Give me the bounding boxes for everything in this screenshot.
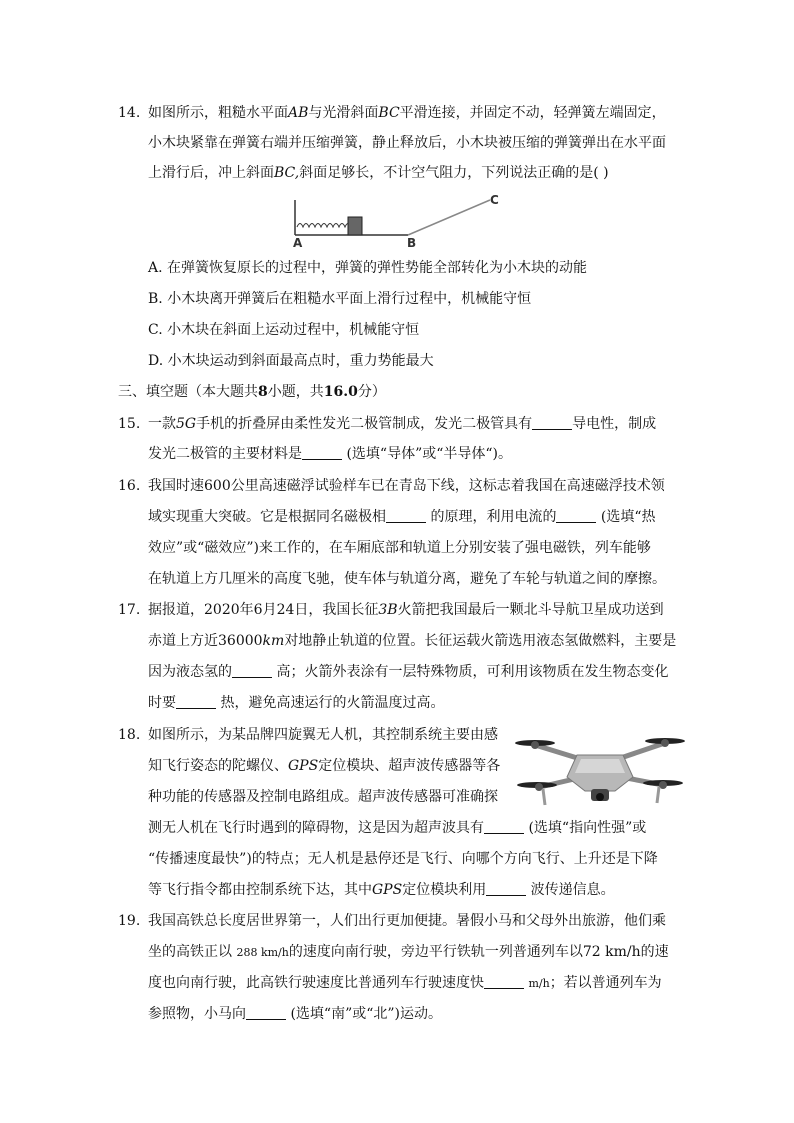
answer-blank[interactable] <box>302 445 342 460</box>
answer-blank[interactable] <box>532 415 572 430</box>
option-d: D. 小木块运动到斜面最高点时，重力势能最大 <box>148 353 434 369</box>
answer-blank[interactable] <box>386 508 426 523</box>
question-text: 度也向南行驶，此高铁行驶速度比普通列车行驶速度快 m/h；若以普通列车为 <box>148 975 662 991</box>
option-a: A. 在弹簧恢复原长的过程中，弹簧的弹性势能全部转化为小木块的动能 <box>148 260 588 276</box>
question-text: 在轨道上方几厘米的高度飞驰，使车体与轨道分离，避免了车轮与轨道之间的摩擦。 <box>148 571 666 587</box>
question-text: 因为液态氢的 高；火箭外表涂有一层特殊物质，可利用该物质在发生物态变化 <box>148 664 669 680</box>
question-text: 坐的高铁正以 288 km/h的速度向南行驶，旁边平行铁轨一列普通列车以72 km/h的速 <box>148 944 669 960</box>
point-a-label: A <box>293 236 303 250</box>
option-c: C. 小木块在斜面上运动过程中，机械能守恒 <box>148 322 420 338</box>
answer-blank[interactable] <box>486 881 526 896</box>
question-number: 15. <box>118 416 141 432</box>
option-b: B. 小木块离开弹簧后在粗糙水平面上滑行过程中，机械能守恒 <box>148 291 532 307</box>
question-text: 域实现重大突破。它是根据同名磁极相 的原理，利用电流的 (选填“热 <box>148 509 656 525</box>
answer-blank[interactable] <box>556 508 596 523</box>
answer-blank[interactable] <box>176 694 216 709</box>
answer-blank[interactable] <box>246 1005 286 1020</box>
question-text: 知飞行姿态的陀螺仪、GPS定位模块、超声波传感器等各 <box>148 758 501 774</box>
question-number: 19. <box>118 913 141 929</box>
question-text: 测无人机在飞行时遇到的障碍物，这是因为超声波具有 (选填“指向性强”或 <box>148 820 647 836</box>
question-text: 我国时速600公里高速磁浮试验样车已在青岛下线，这标志着我国在高速磁浮技术领 <box>148 478 665 494</box>
question-text: 发光二极管的主要材料是 (选填“导体”或“半导体“)。 <box>148 446 513 462</box>
question-text: 如图所示，为某品牌四旋翼无人机，其控制系统主要由感 <box>148 727 498 743</box>
question-number: 16. <box>118 478 141 494</box>
question-text: 参照物，小马向 (选填“南”或“北”)运动。 <box>148 1006 443 1022</box>
section-heading: 三、填空题（本大题共8小题，共16.0分） <box>118 384 386 400</box>
question-text: 赤道上方近36000km对地静止轨道的位置。长征运载火箭选用液态氢做燃料，主要是 <box>148 633 677 649</box>
question-text: 据报道，2020年6月24日，我国长征3B火箭把我国最后一颗北斗导航卫星成功送到 <box>148 602 664 618</box>
point-b-label: B <box>407 236 417 250</box>
question-text: 小木块紧靠在弹簧右端并压缩弹簧，静止释放后，小木块被压缩的弹簧弹出在水平面 <box>148 135 666 151</box>
question-number: 18. <box>118 727 141 743</box>
question-number: 14. <box>118 105 141 121</box>
point-c-label: C <box>490 193 499 207</box>
answer-blank[interactable] <box>232 663 272 678</box>
answer-blank[interactable] <box>484 974 524 989</box>
question-number: 17. <box>118 602 141 618</box>
question-text: 上滑行后，冲上斜面BC,斜面足够长，不计空气阻力，下列说法正确的是( ) <box>148 165 609 181</box>
question-text: 如图所示，粗糙水平面AB与光滑斜面BC平滑连接，并固定不动，轻弹簧左端固定， <box>148 105 666 121</box>
question-text: 我国高铁总长度居世界第一，人们出行更加便捷。暑假小马和父母外出旅游，他们乘 <box>148 913 666 929</box>
question-text: 等飞行指令都由控制系统下达，其中GPS定位模块利用 波传递信息。 <box>148 882 615 898</box>
answer-blank[interactable] <box>484 819 524 834</box>
question-text: 效应”或“磁效应”)来工作的，在车厢底部和轨道上分别安装了强电磁铁，列车能够 <box>148 540 651 556</box>
question-text: “传播速度最快”)的特点；无人机是悬停还是飞行、向哪个方向飞行、上升还是下降 <box>148 851 658 867</box>
drone-image <box>515 725 685 821</box>
question-text: 种功能的传感器及控制电路组成。超声波传感器可准确探 <box>148 789 498 805</box>
question-text: 时要 热，避免高速运行的火箭温度过高。 <box>148 695 445 711</box>
spring-incline-diagram <box>290 190 520 256</box>
question-text: 一款5G手机的折叠屏由柔性发光二极管制成，发光二极管具有 导电性，制成 <box>148 416 657 432</box>
